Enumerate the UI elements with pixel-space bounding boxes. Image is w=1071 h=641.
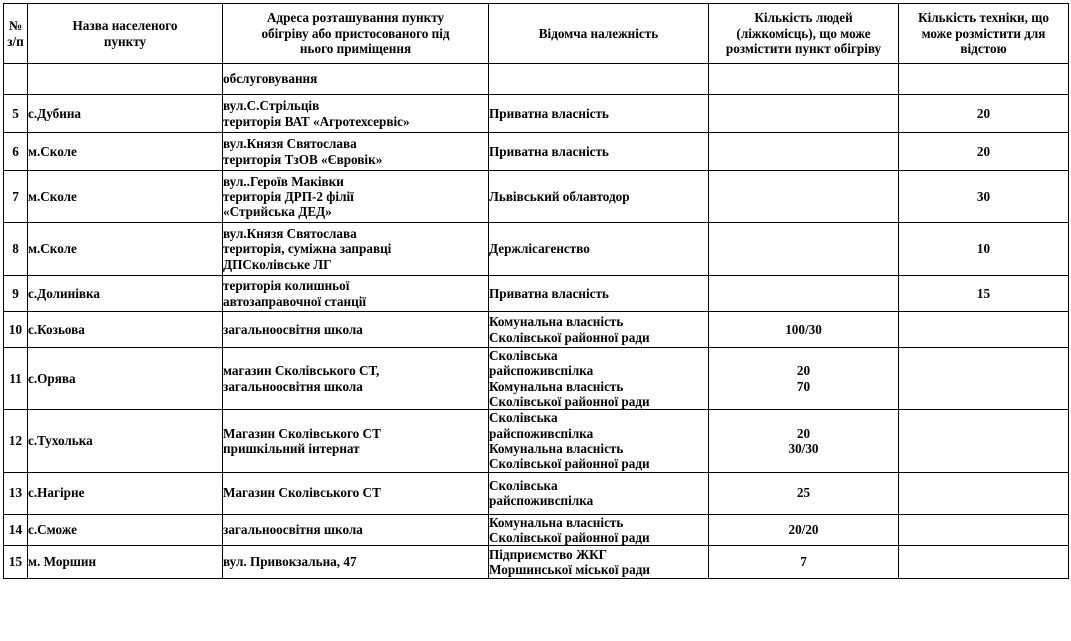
- cell-number: 8: [4, 223, 28, 276]
- cell-technique-capacity: [899, 133, 1069, 171]
- cell-line: автозаправочної станції: [223, 293, 367, 309]
- cell-line: райспоживспілка: [489, 493, 594, 508]
- cell-line: 15: [976, 285, 991, 301]
- cell-line: Приватна власність: [489, 143, 609, 159]
- cell-people-capacity: [709, 276, 899, 312]
- cell-technique-capacity: [899, 348, 1069, 410]
- cell-department: [489, 95, 709, 133]
- cell-settlement: [28, 276, 223, 312]
- cell-line: 20: [976, 143, 991, 159]
- cell-settlement: [28, 133, 223, 171]
- cell-people-capacity: [709, 514, 899, 546]
- table-row: [4, 223, 1069, 276]
- table-body: [4, 4, 1069, 579]
- cell-settlement: [28, 223, 223, 276]
- cell-department: [489, 312, 709, 348]
- cell-department: [489, 133, 709, 171]
- cell-people-capacity: [709, 133, 899, 171]
- cell-technique-capacity: [899, 514, 1069, 546]
- cell-line: вул..Героїв Маківки: [223, 173, 344, 189]
- table-row: [4, 514, 1069, 546]
- cell-line: 30: [976, 188, 991, 204]
- cell-line: магазин Сколівського СТ,: [223, 363, 380, 379]
- cell-address: [223, 171, 489, 223]
- cell-line: Комунальна власність: [489, 314, 624, 330]
- cell-line: Сколівської районної ради: [489, 529, 650, 545]
- cell-department: [489, 276, 709, 312]
- cell-line: Сколівської районної ради: [489, 329, 650, 345]
- column-header-technique-capacity: Кількість техніки, що може розмістити для відстою: [899, 4, 1069, 64]
- cell-line: ДПСколівське ЛГ: [223, 256, 332, 272]
- cell-line: пришкільний інтернат: [223, 440, 360, 456]
- cell-address: [223, 546, 489, 579]
- cell-line: 20/20: [788, 522, 819, 538]
- cell-line: 20: [796, 425, 811, 441]
- cell-number: 15: [4, 546, 28, 579]
- table-row: [4, 410, 1069, 472]
- cell-line: Магазин Сколівського СТ: [223, 485, 381, 501]
- cell-settlement: [28, 410, 223, 472]
- cell-technique-capacity: [899, 171, 1069, 223]
- cell-line: Комунальна власність: [489, 378, 624, 394]
- settlement-name: с.Долинівка: [28, 285, 101, 301]
- cell-address: [223, 348, 489, 410]
- cell-department: [489, 514, 709, 546]
- cell-department: [489, 64, 709, 95]
- cell-address: [223, 472, 489, 514]
- column-header-settlement: Назва населеного пункту: [28, 4, 223, 64]
- cell-number: 9: [4, 276, 28, 312]
- cell-number: 11: [4, 348, 28, 410]
- cell-line: обслуговування: [223, 71, 318, 87]
- cell-settlement: [28, 472, 223, 514]
- cell-number: 5: [4, 95, 28, 133]
- settlement-name: с.Дубина: [28, 105, 82, 121]
- cell-line: вул.С.Стрільців: [223, 98, 320, 114]
- cell-line: Комунальна власність: [489, 440, 624, 456]
- cell-line: вул. Привокзальна, 47: [223, 554, 357, 570]
- cell-line: 70: [796, 378, 811, 394]
- column-header-people-capacity: Кількість людей (ліжкомісць), що може розмістити пункт обігріву: [709, 4, 899, 64]
- cell-people-capacity: [709, 348, 899, 410]
- cell-line: Сколівська: [489, 410, 558, 426]
- table-row: [4, 133, 1069, 171]
- cell-technique-capacity: [899, 312, 1069, 348]
- settlement-name: с.Сможе: [28, 522, 77, 538]
- settlement-name: с.Нагірне: [28, 485, 85, 501]
- cell-people-capacity: [709, 312, 899, 348]
- cell-people-capacity: [709, 546, 899, 579]
- cell-line: 10: [976, 241, 991, 257]
- cell-line: вул.Князя Святослава: [223, 136, 357, 152]
- cell-department: [489, 348, 709, 410]
- cell-line: Магазин Сколівського СТ: [223, 425, 381, 441]
- cell-number: 14: [4, 514, 28, 546]
- cell-line: Сколівська: [489, 477, 558, 493]
- cell-line: «Стрийська ДЕД»: [223, 204, 332, 220]
- table-header-continuation-row: [4, 64, 1069, 95]
- cell-address: [223, 276, 489, 312]
- cell-line: райспоживспілка: [489, 363, 594, 379]
- cell-technique-capacity: [899, 276, 1069, 312]
- table-row: [4, 472, 1069, 514]
- cell-line: 25: [796, 485, 811, 501]
- settlement-name: с.Орява: [28, 370, 76, 386]
- cell-people-capacity: [709, 171, 899, 223]
- cell-line: територія, суміжна заправці: [223, 241, 392, 257]
- heating-points-table: [3, 3, 1069, 579]
- settlement-name: с.Тухолька: [28, 433, 93, 449]
- cell-line: Сколівської районної ради: [489, 393, 650, 409]
- cell-address: [223, 223, 489, 276]
- column-header-address: Адреса розташування пункту обігріву або пристосованого під нього приміщення: [223, 4, 489, 64]
- cell-technique-capacity: [899, 410, 1069, 472]
- cell-line: територія ТзОВ «Євровік»: [223, 151, 383, 167]
- cell-technique-capacity: [899, 472, 1069, 514]
- cell-people-capacity: [709, 95, 899, 133]
- cell-line: Сколівської районної ради: [489, 456, 650, 472]
- cell-line: вул.Князя Святослава: [223, 226, 357, 242]
- cell-line: 100/30: [785, 321, 822, 337]
- cell-line: загальноосвітня школа: [223, 321, 363, 337]
- cell-technique-capacity: [899, 95, 1069, 133]
- cell-settlement: [28, 64, 223, 95]
- cell-line: територія ВАТ «Агротехсервіс»: [223, 113, 410, 129]
- cell-department: [489, 223, 709, 276]
- table-row: [4, 312, 1069, 348]
- cell-department: [489, 171, 709, 223]
- cell-address: [223, 95, 489, 133]
- cell-address: [223, 312, 489, 348]
- cell-settlement: [28, 514, 223, 546]
- settlement-name: м.Сколе: [28, 188, 77, 204]
- cell-address: [223, 514, 489, 546]
- cell-department: [489, 546, 709, 579]
- column-header-number: № з/п: [4, 4, 28, 64]
- table-row: [4, 171, 1069, 223]
- cell-line: Держлісагенство: [489, 241, 590, 257]
- cell-line: 20: [796, 363, 811, 379]
- table-row: [4, 348, 1069, 410]
- cell-line: Моршинської міської ради: [489, 562, 651, 578]
- cell-number: [4, 64, 28, 95]
- cell-department: [489, 410, 709, 472]
- cell-settlement: [28, 348, 223, 410]
- cell-line: 20: [976, 105, 991, 121]
- cell-settlement: [28, 95, 223, 133]
- cell-line: територія ДРП-2 філії: [223, 188, 354, 204]
- cell-address: [223, 64, 489, 95]
- table-row: [4, 276, 1069, 312]
- settlement-name: м.Сколе: [28, 241, 77, 257]
- cell-settlement: [28, 171, 223, 223]
- table-row: [4, 95, 1069, 133]
- cell-people-capacity: [709, 472, 899, 514]
- cell-number: 7: [4, 171, 28, 223]
- cell-people-capacity: [709, 223, 899, 276]
- table-header-row: [4, 4, 1069, 64]
- cell-number: 12: [4, 410, 28, 472]
- cell-technique-capacity: [899, 64, 1069, 95]
- table-row: [4, 546, 1069, 579]
- cell-people-capacity: [709, 64, 899, 95]
- cell-line: Підприємство ЖКГ: [489, 546, 608, 562]
- cell-line: 30/30: [788, 440, 819, 456]
- cell-address: [223, 410, 489, 472]
- cell-number: 13: [4, 472, 28, 514]
- cell-number: 6: [4, 133, 28, 171]
- settlement-name: с.Козьова: [28, 321, 85, 337]
- cell-line: територія колишньої: [223, 278, 350, 294]
- cell-line: Приватна власність: [489, 105, 609, 121]
- cell-number: 10: [4, 312, 28, 348]
- cell-line: загальноосвітня школа: [223, 522, 363, 538]
- cell-line: Приватна власність: [489, 285, 609, 301]
- cell-technique-capacity: [899, 223, 1069, 276]
- cell-line: Комунальна власність: [489, 514, 624, 530]
- cell-line: Львівський облавтодор: [489, 188, 630, 204]
- cell-settlement: [28, 546, 223, 579]
- cell-line: загальноосвітня школа: [223, 378, 363, 394]
- cell-technique-capacity: [899, 546, 1069, 579]
- cell-people-capacity: [709, 410, 899, 472]
- cell-line: 7: [800, 554, 807, 570]
- settlement-name: м. Моршин: [28, 554, 97, 570]
- cell-settlement: [28, 312, 223, 348]
- cell-address: [223, 133, 489, 171]
- cell-line: райспоживспілка: [489, 425, 594, 441]
- cell-line: Сколівська: [489, 348, 558, 363]
- column-header-department: Відомча належність: [489, 4, 709, 64]
- settlement-name: м.Сколе: [28, 143, 77, 159]
- cell-department: [489, 472, 709, 514]
